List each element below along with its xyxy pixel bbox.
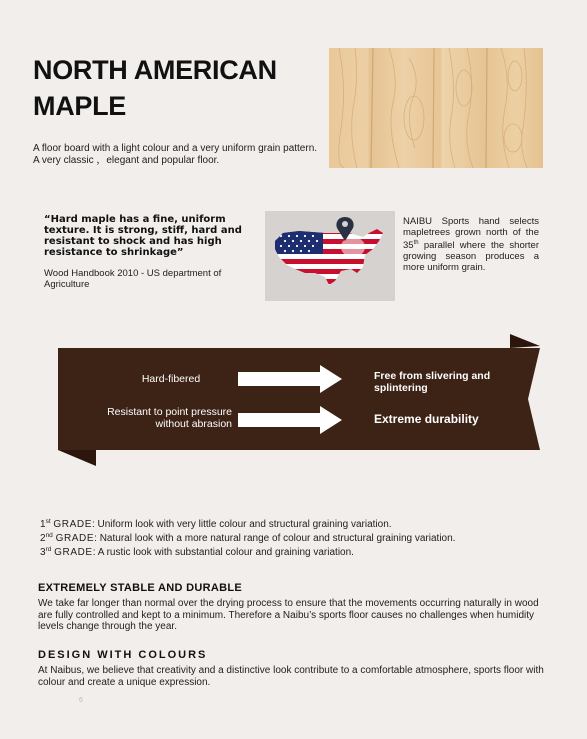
usa-flag-map-icon <box>265 211 395 301</box>
banner-right-top: Free from slivering and splintering <box>374 370 491 394</box>
banner-body <box>58 348 516 450</box>
design-body: At Naibus, we believe that creativity and a distinctive look contribute to a comfortable atmosphere, sports floor with colour and create a unique expression. <box>38 665 544 688</box>
naibu-description <box>403 216 539 273</box>
quote-text: “Hard maple has a fine, uniform texture. It is strong, stiff, hard and resistant to shock and has high resistance to shrinkage” <box>44 214 242 258</box>
naibu-text-before: NAIBU Sports hand selects mapletrees grown north of the 35 <box>403 216 539 252</box>
page-title <box>33 52 323 124</box>
title-line-2: MAPLE <box>33 91 127 121</box>
grade-item-2: 2nd GRADE: Natural look with a more natural range of colour and structural graining variation. <box>40 532 456 544</box>
grade-item-1: 1st GRADE: Uniform look with very little colour and structural graining variation. <box>40 518 392 530</box>
naibu-sup: th <box>413 240 419 246</box>
banner-fold-bottom <box>58 450 96 466</box>
maple-wood-photo <box>329 48 543 168</box>
grade-list <box>40 518 560 560</box>
banner-fold-top <box>510 334 540 348</box>
banner-right-end <box>510 348 540 450</box>
properties-banner <box>58 334 540 466</box>
title-line-1: NORTH AMERICAN <box>33 55 277 85</box>
page-number: 6 <box>79 697 83 704</box>
design-heading: DESIGN WITH COLOURS <box>38 649 208 661</box>
banner-left-top: Hard-fibered <box>141 373 201 385</box>
grade-item-3: 3rd GRADE: A rustic look with substantial colour and graining variation. <box>40 546 354 558</box>
stable-body: We take far longer than normal over the drying process to ensure that the movements occurring naturally in wood are fully controlled and kept to a minimum. Therefore a Naibu’s sports floor causes no challenges when humidity levels change through the year. <box>38 598 539 632</box>
naibu-text-after: parallel where the shorter growing season produces a more uniform grain. <box>403 240 539 274</box>
stable-heading: EXTREMELY STABLE AND DURABLE <box>38 582 242 594</box>
banner-left-bottom: Resistant to point pressure without abrasion <box>107 406 232 430</box>
banner-right-bottom: Extreme durability <box>374 412 479 426</box>
intro-text: A floor board with a light colour and a very uniform grain pattern. A very classic ，elegant and popular floor. <box>33 143 318 166</box>
quote-source: Wood Handbook 2010 - US department of Agriculture <box>44 268 222 290</box>
